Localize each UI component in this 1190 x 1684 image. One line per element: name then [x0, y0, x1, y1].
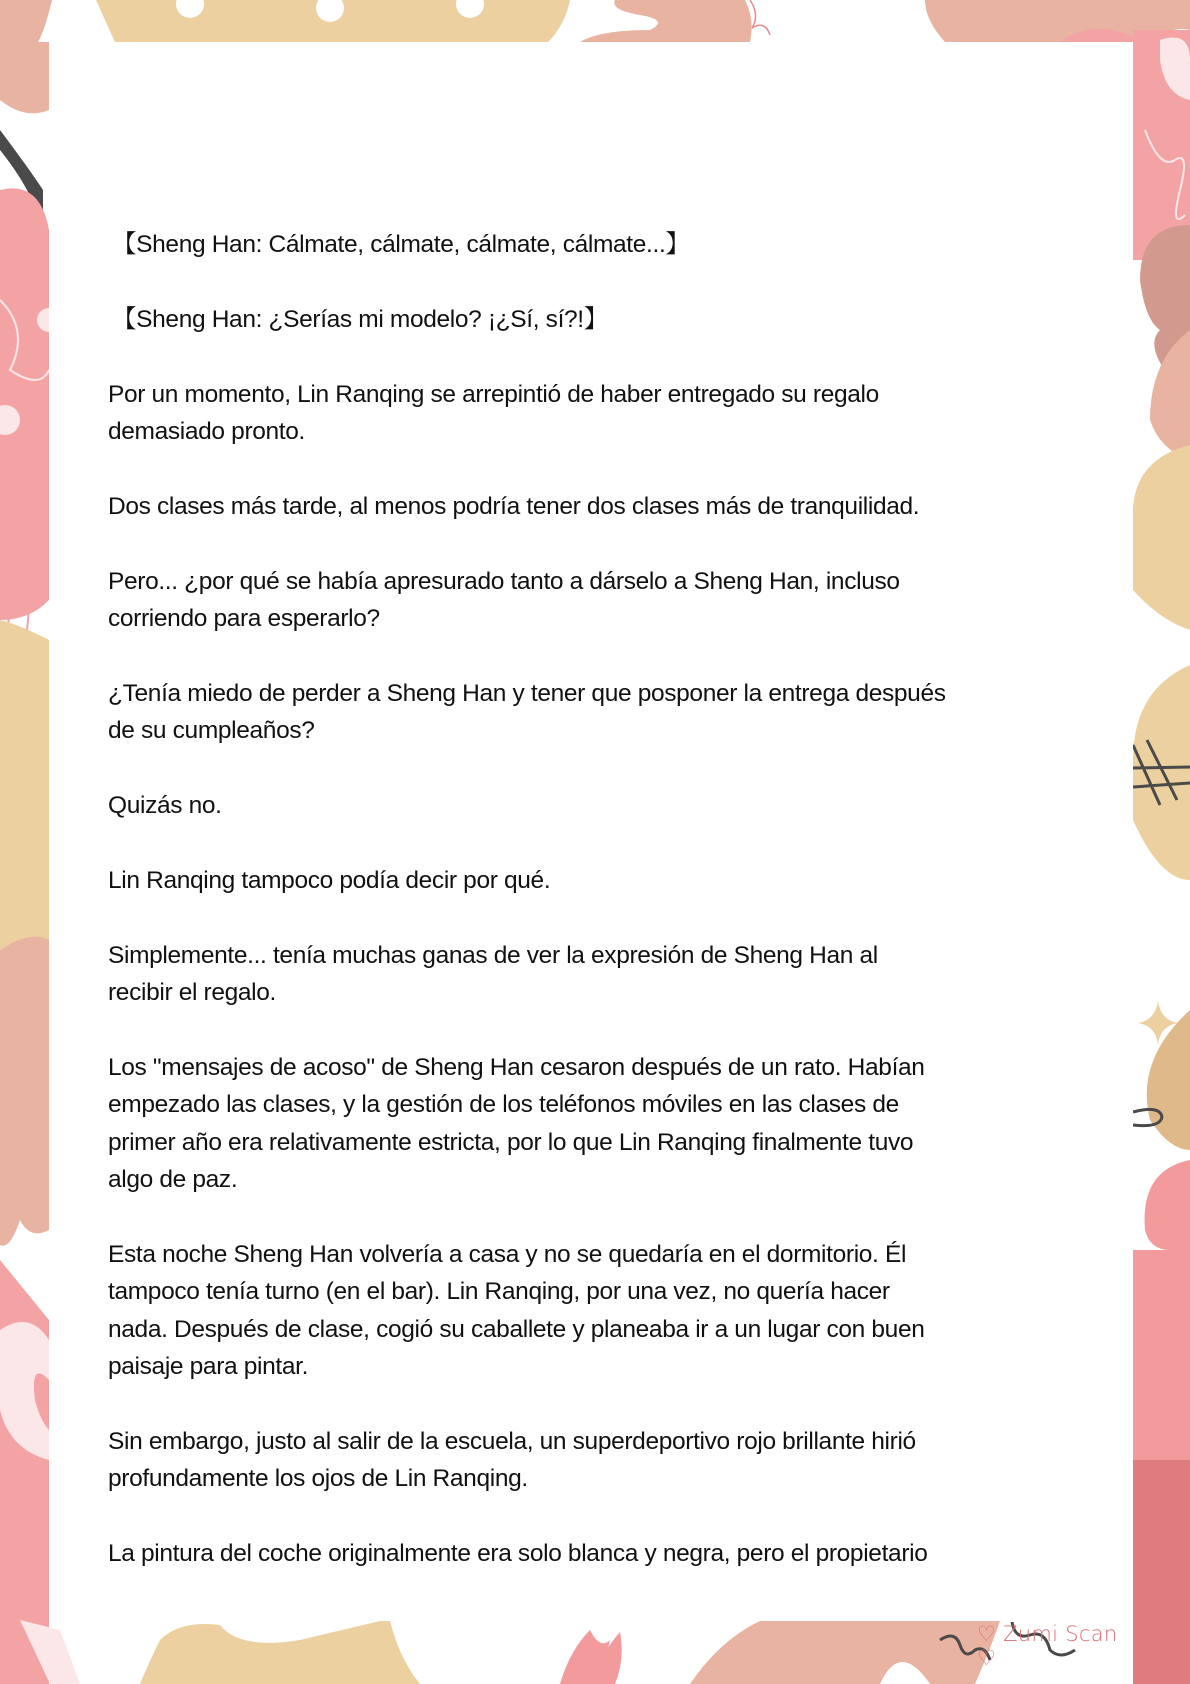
text-line: tampoco tenía turno (en el bar). Lin Ranqing, por una vez, no quería hacer	[108, 1278, 890, 1306]
text-line: nada. Después de clase, cogió su caballete y planeaba ir a un lugar con buen	[108, 1315, 925, 1343]
text-paragraph	[108, 488, 1118, 525]
text-line: empezado las clases, y la gestión de los teléfonos móviles en las clases de	[108, 1091, 899, 1119]
text-line: primer año era relativamente estricta, por lo que Lin Ranqing finalmente tuvo	[108, 1128, 914, 1156]
chapter-text	[108, 226, 1118, 1610]
text-paragraph	[108, 787, 1118, 824]
text-line: Sin embargo, justo al salir de la escuela, un superdeportivo rojo brillante hirió	[108, 1427, 916, 1455]
text-paragraph	[108, 1535, 1118, 1572]
text-line: demasiado pronto.	[108, 418, 305, 445]
text-paragraph	[108, 376, 1118, 451]
text-line: Quizás no.	[108, 792, 222, 819]
text-line: de su cumpleaños?	[108, 717, 315, 745]
text-line: profundamente los ojos de Lin Ranqing.	[108, 1465, 528, 1493]
text-line: ¿Tenía miedo de perder a Sheng Han y tener que posponer la entrega después	[108, 679, 946, 707]
text-line: algo de paz.	[108, 1166, 238, 1194]
text-line: Pero... ¿por qué se había apresurado tanto a dárselo a Sheng Han, incluso	[108, 567, 900, 595]
page-panel	[49, 42, 1133, 1670]
watermark: ♡ Zumi Scan ♡	[977, 1622, 1118, 1670]
text-line: Los "mensajes de acoso" de Sheng Han cesaron después de un rato. Habían	[108, 1053, 925, 1081]
text-line: recibir el regalo.	[108, 979, 276, 1006]
text-line: Por un momento, Lin Ranqing se arrepintió de haber entregado su regalo	[108, 380, 879, 408]
text-line: Esta noche Sheng Han volvería a casa y no se quedaría en el dormitorio. Él	[108, 1240, 907, 1268]
text-paragraph	[108, 563, 1118, 638]
text-paragraph	[108, 1049, 1118, 1199]
text-line: Simplemente... tenía muchas ganas de ver la expresión de Sheng Han al	[108, 941, 878, 969]
text-line: paisaje para pintar.	[108, 1353, 309, 1381]
text-paragraph	[108, 1236, 1118, 1386]
text-line: 【Sheng Han: Cálmate, cálmate, cálmate, cálmate...】	[112, 231, 690, 258]
text-line: Lin Ranqing tampoco podía decir por qué.	[108, 866, 551, 894]
text-line: La pintura del coche originalmente era solo blanca y negra, pero el propietario	[108, 1540, 928, 1568]
text-paragraph	[108, 937, 1118, 1012]
text-paragraph	[108, 675, 1118, 750]
text-line: 【Sheng Han: ¿Serías mi modelo? ¡¿Sí, sí?!】	[112, 305, 608, 333]
chat-message-paragraph	[108, 301, 1118, 338]
text-line: Dos clases más tarde, al menos podría tener dos clases más de tranquilidad.	[108, 492, 920, 520]
text-line: corriendo para esperarlo?	[108, 605, 380, 632]
text-paragraph	[108, 862, 1118, 899]
chat-message-paragraph	[108, 226, 1118, 263]
text-paragraph	[108, 1423, 1118, 1498]
